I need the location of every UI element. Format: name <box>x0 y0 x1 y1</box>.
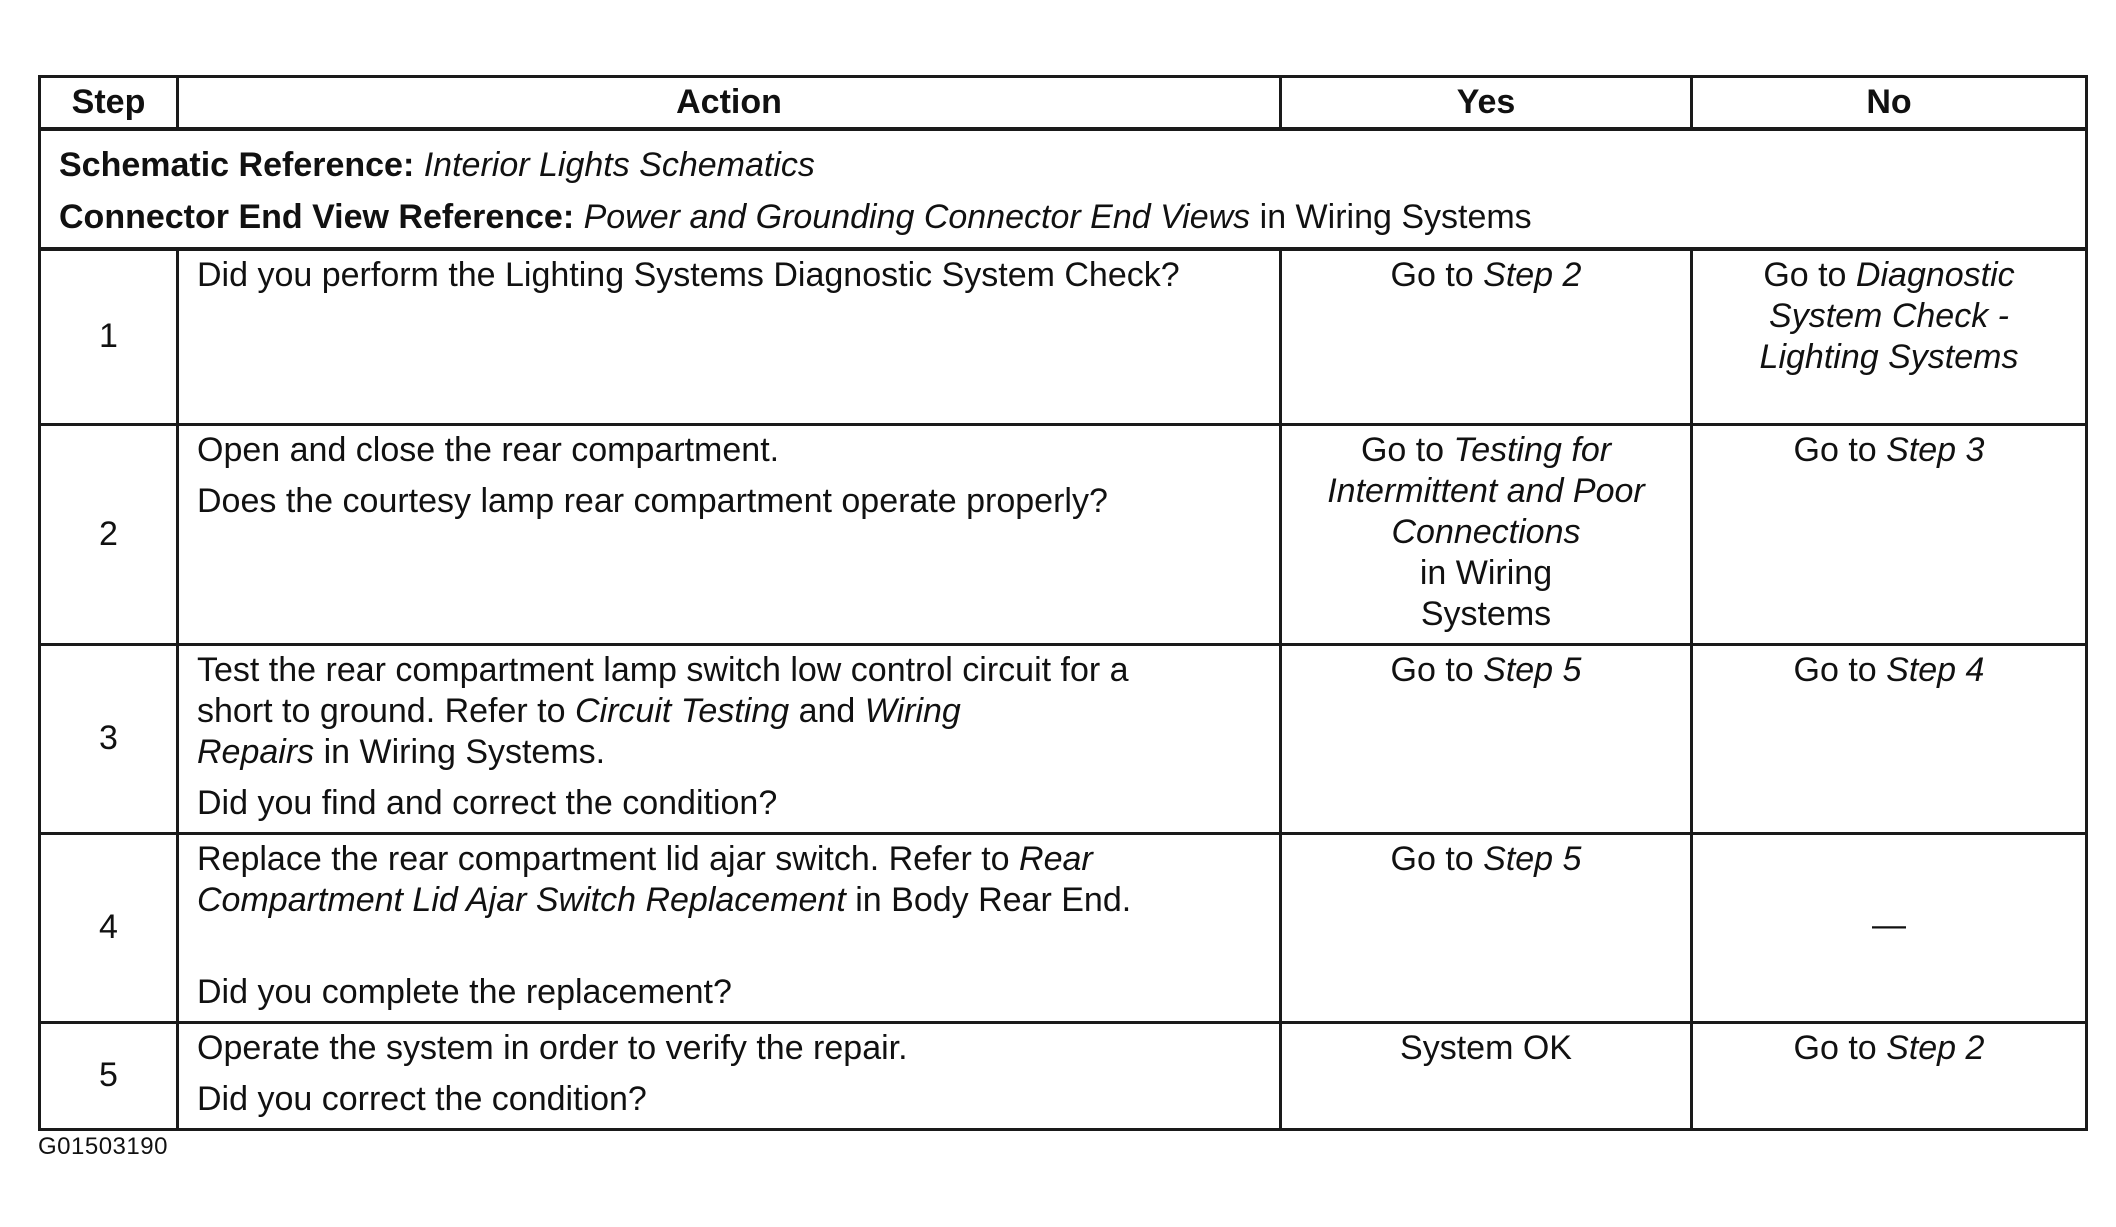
action-cell <box>178 1022 1281 1129</box>
action-question: Did you complete the replacement? <box>197 972 732 1011</box>
testing-link[interactable]: Testing for <box>1453 430 1612 469</box>
no-result <box>1707 255 2071 378</box>
step-number: 5 <box>40 1022 178 1129</box>
diagnostic-table <box>38 75 2088 1131</box>
action-text-1a: Replace the rear compartment lid ajar switch. Refer to <box>197 839 1020 878</box>
step-number: 3 <box>40 644 178 833</box>
header-row <box>40 77 2087 130</box>
wiring-repairs-link[interactable]: Wiring <box>864 691 961 730</box>
no-result <box>1707 650 2071 691</box>
header-no: No <box>1692 77 2087 130</box>
schematic-reference <box>59 139 2067 191</box>
step-link[interactable]: Step 5 <box>1483 839 1582 878</box>
yes-cell <box>1281 249 1692 424</box>
schematic-reference-link[interactable]: Interior Lights Schematics <box>423 146 815 184</box>
diagnostic-check-link-3[interactable]: Lighting Systems <box>1759 338 2019 376</box>
yes-result <box>1296 839 1676 880</box>
no-prefix: Go to <box>1793 430 1887 469</box>
yes-result <box>1296 650 1676 691</box>
no-prefix: Go to <box>1793 1028 1887 1067</box>
action-text-1a: Test the rear compartment lamp switch low control circuit for a <box>197 650 1129 689</box>
diagnostic-check-link[interactable]: Diagnostic <box>1855 256 2015 294</box>
yes-result <box>1296 430 1676 635</box>
header-step: Step <box>40 77 178 130</box>
yes-result <box>1296 255 1676 296</box>
action-text-1c: in Wiring Systems. <box>314 732 606 771</box>
replacement-link-2[interactable]: Compartment Lid Ajar Switch Replacement <box>197 880 846 919</box>
connector-reference-suffix: in Wiring Systems <box>1250 198 1532 236</box>
step-link[interactable]: Step 2 <box>1886 1028 1985 1067</box>
no-result <box>1707 1028 2071 1069</box>
step-number: 2 <box>40 424 178 644</box>
yes-result: System OK <box>1400 1028 1572 1067</box>
step-row-3 <box>40 644 2087 833</box>
action-instruction: Operate the system in order to verify the repair. <box>197 1028 908 1067</box>
action-text-1b: in Body Rear End. <box>845 880 1132 919</box>
reference-cell <box>40 129 2087 249</box>
yes-suffix-2: Systems <box>1420 594 1552 633</box>
action-question: Did you correct the condition? <box>197 1079 647 1118</box>
no-cell <box>1692 1022 2087 1129</box>
schematic-reference-label: Schematic Reference: <box>59 146 415 184</box>
step-link[interactable]: Step 5 <box>1483 650 1582 689</box>
no-cell <box>1692 424 2087 644</box>
connector-reference-label: Connector End View Reference: <box>59 198 575 236</box>
step-link[interactable]: Step 4 <box>1886 650 1985 689</box>
action-cell <box>178 249 1281 424</box>
step-row-2 <box>40 424 2087 644</box>
figure-id: G01503190 <box>38 1133 168 1160</box>
no-prefix: Go to <box>1763 256 1856 294</box>
no-cell <box>1692 249 2087 424</box>
action-instruction: Open and close the rear compartment. <box>197 430 780 469</box>
step-number: 1 <box>40 249 178 424</box>
action-text-1b: short to ground. Refer to <box>197 691 575 730</box>
step-number: 4 <box>40 833 178 1022</box>
testing-link-2[interactable]: Intermittent and Poor <box>1327 471 1645 510</box>
diagnostic-check-link-2[interactable]: System Check - <box>1769 297 2009 335</box>
yes-prefix: Go to <box>1390 650 1484 689</box>
replacement-link[interactable]: Rear <box>1019 839 1093 878</box>
yes-cell <box>1281 833 1692 1022</box>
action-question: Did you find and correct the condition? <box>197 783 778 822</box>
testing-link-3[interactable]: Connections <box>1391 512 1581 551</box>
yes-prefix: Go to <box>1390 839 1484 878</box>
action-instruction <box>197 839 1261 921</box>
no-result <box>1707 430 2071 471</box>
action-question: Does the courtesy lamp rear compartment operate properly? <box>197 481 1108 520</box>
connector-reference <box>59 191 2067 243</box>
yes-cell <box>1281 424 1692 644</box>
step-row-1 <box>40 249 2087 424</box>
yes-prefix: Go to <box>1390 256 1484 294</box>
step-link[interactable]: Step 3 <box>1886 430 1985 469</box>
no-cell <box>1692 644 2087 833</box>
no-prefix: Go to <box>1793 650 1887 689</box>
connector-reference-link[interactable]: Power and Grounding Connector End Views <box>583 198 1251 236</box>
no-result-dash: — <box>1872 906 1906 944</box>
action-cell <box>178 644 1281 833</box>
step-link[interactable]: Step 2 <box>1483 256 1582 294</box>
circuit-testing-link[interactable]: Circuit Testing <box>574 691 790 730</box>
action-instruction <box>197 650 1261 773</box>
yes-suffix-1: in Wiring <box>1419 553 1553 592</box>
wiring-repairs-link-2[interactable]: Repairs <box>197 732 315 771</box>
action-cell <box>178 424 1281 644</box>
header-yes: Yes <box>1281 77 1692 130</box>
no-cell <box>1692 833 2087 1022</box>
action-text-mid: and <box>789 691 865 730</box>
yes-cell <box>1281 644 1692 833</box>
reference-row <box>40 129 2087 249</box>
step-row-4 <box>40 833 2087 1022</box>
action-question: Did you perform the Lighting Systems Diagnostic System Check? <box>197 256 1180 294</box>
step-row-5 <box>40 1022 2087 1129</box>
yes-cell <box>1281 1022 1692 1129</box>
yes-prefix: Go to <box>1360 430 1454 469</box>
header-action: Action <box>178 77 1281 130</box>
action-cell <box>178 833 1281 1022</box>
